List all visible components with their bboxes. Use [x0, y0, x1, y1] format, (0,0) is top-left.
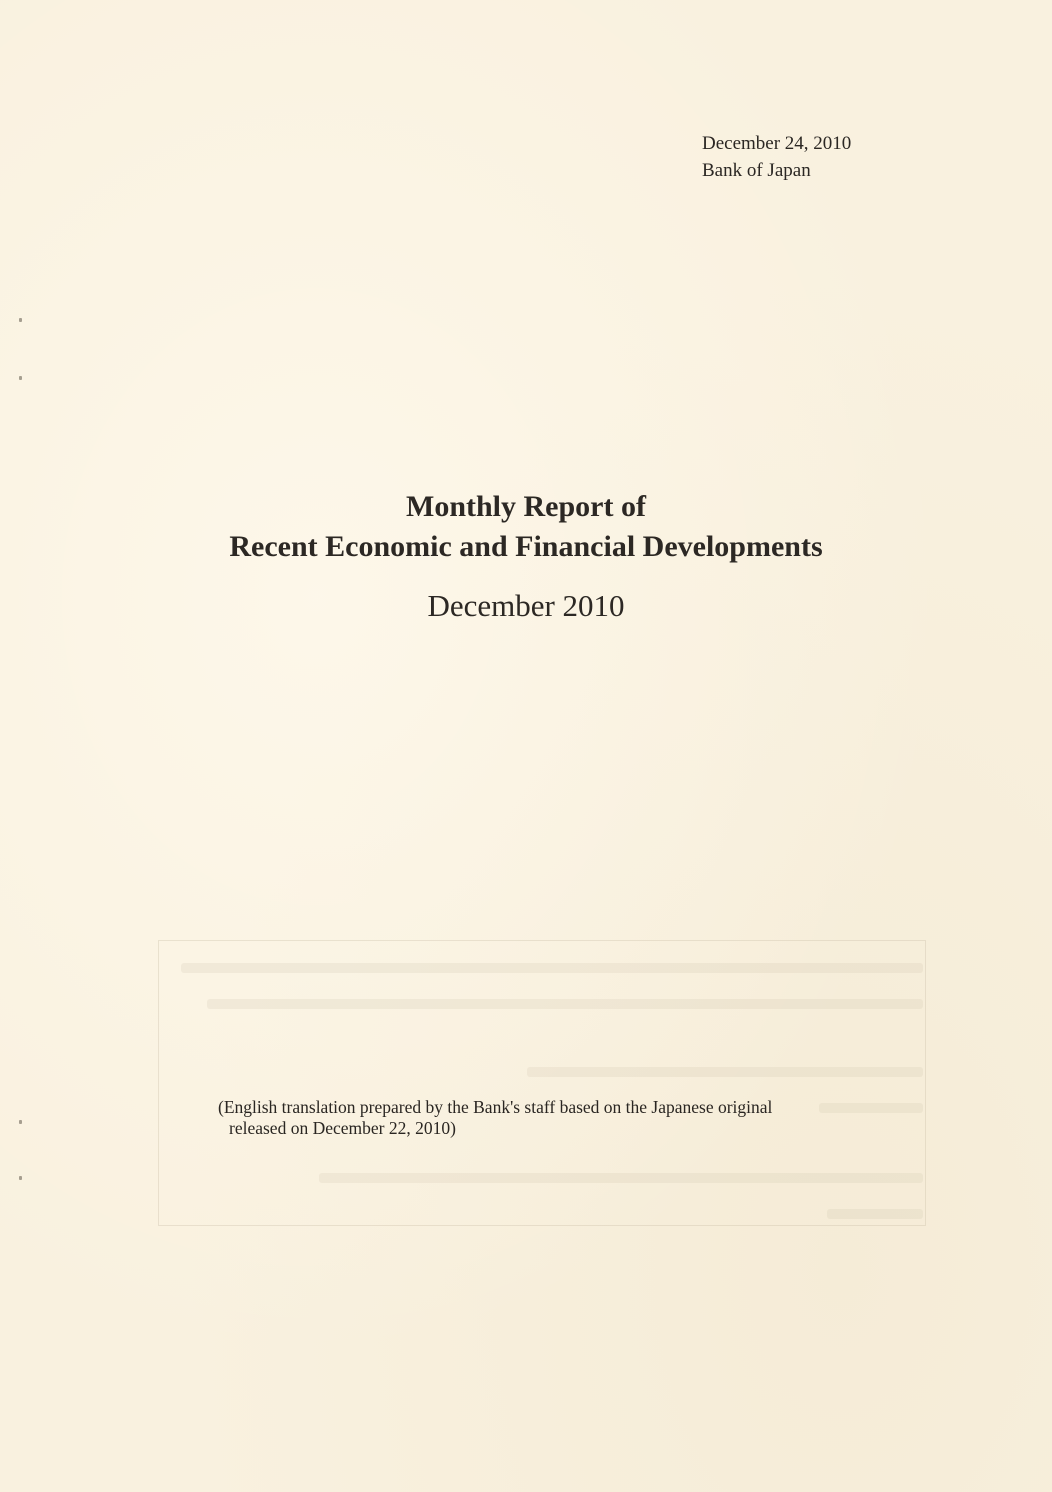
title-block	[0, 487, 1052, 625]
scan-speck	[19, 1176, 22, 1180]
translation-note-line-2: released on December 22, 2010)	[229, 1118, 456, 1138]
translation-note-line-1: (English translation prepared by the Bank's staff based on the Japanese original	[218, 1097, 773, 1117]
header-block	[702, 130, 851, 184]
report-title-line-1: Monthly Report of	[406, 490, 646, 523]
report-month: December 2010	[427, 588, 625, 623]
institution-name: Bank of Japan	[702, 160, 811, 181]
report-title-line-2: Recent Economic and Financial Developments	[229, 530, 823, 563]
scan-speck	[19, 318, 22, 322]
show-through-box	[158, 940, 926, 1226]
scan-speck	[19, 1120, 22, 1124]
translation-note	[218, 1097, 918, 1139]
release-date: December 24, 2010	[702, 133, 852, 154]
scan-speck	[19, 376, 22, 380]
